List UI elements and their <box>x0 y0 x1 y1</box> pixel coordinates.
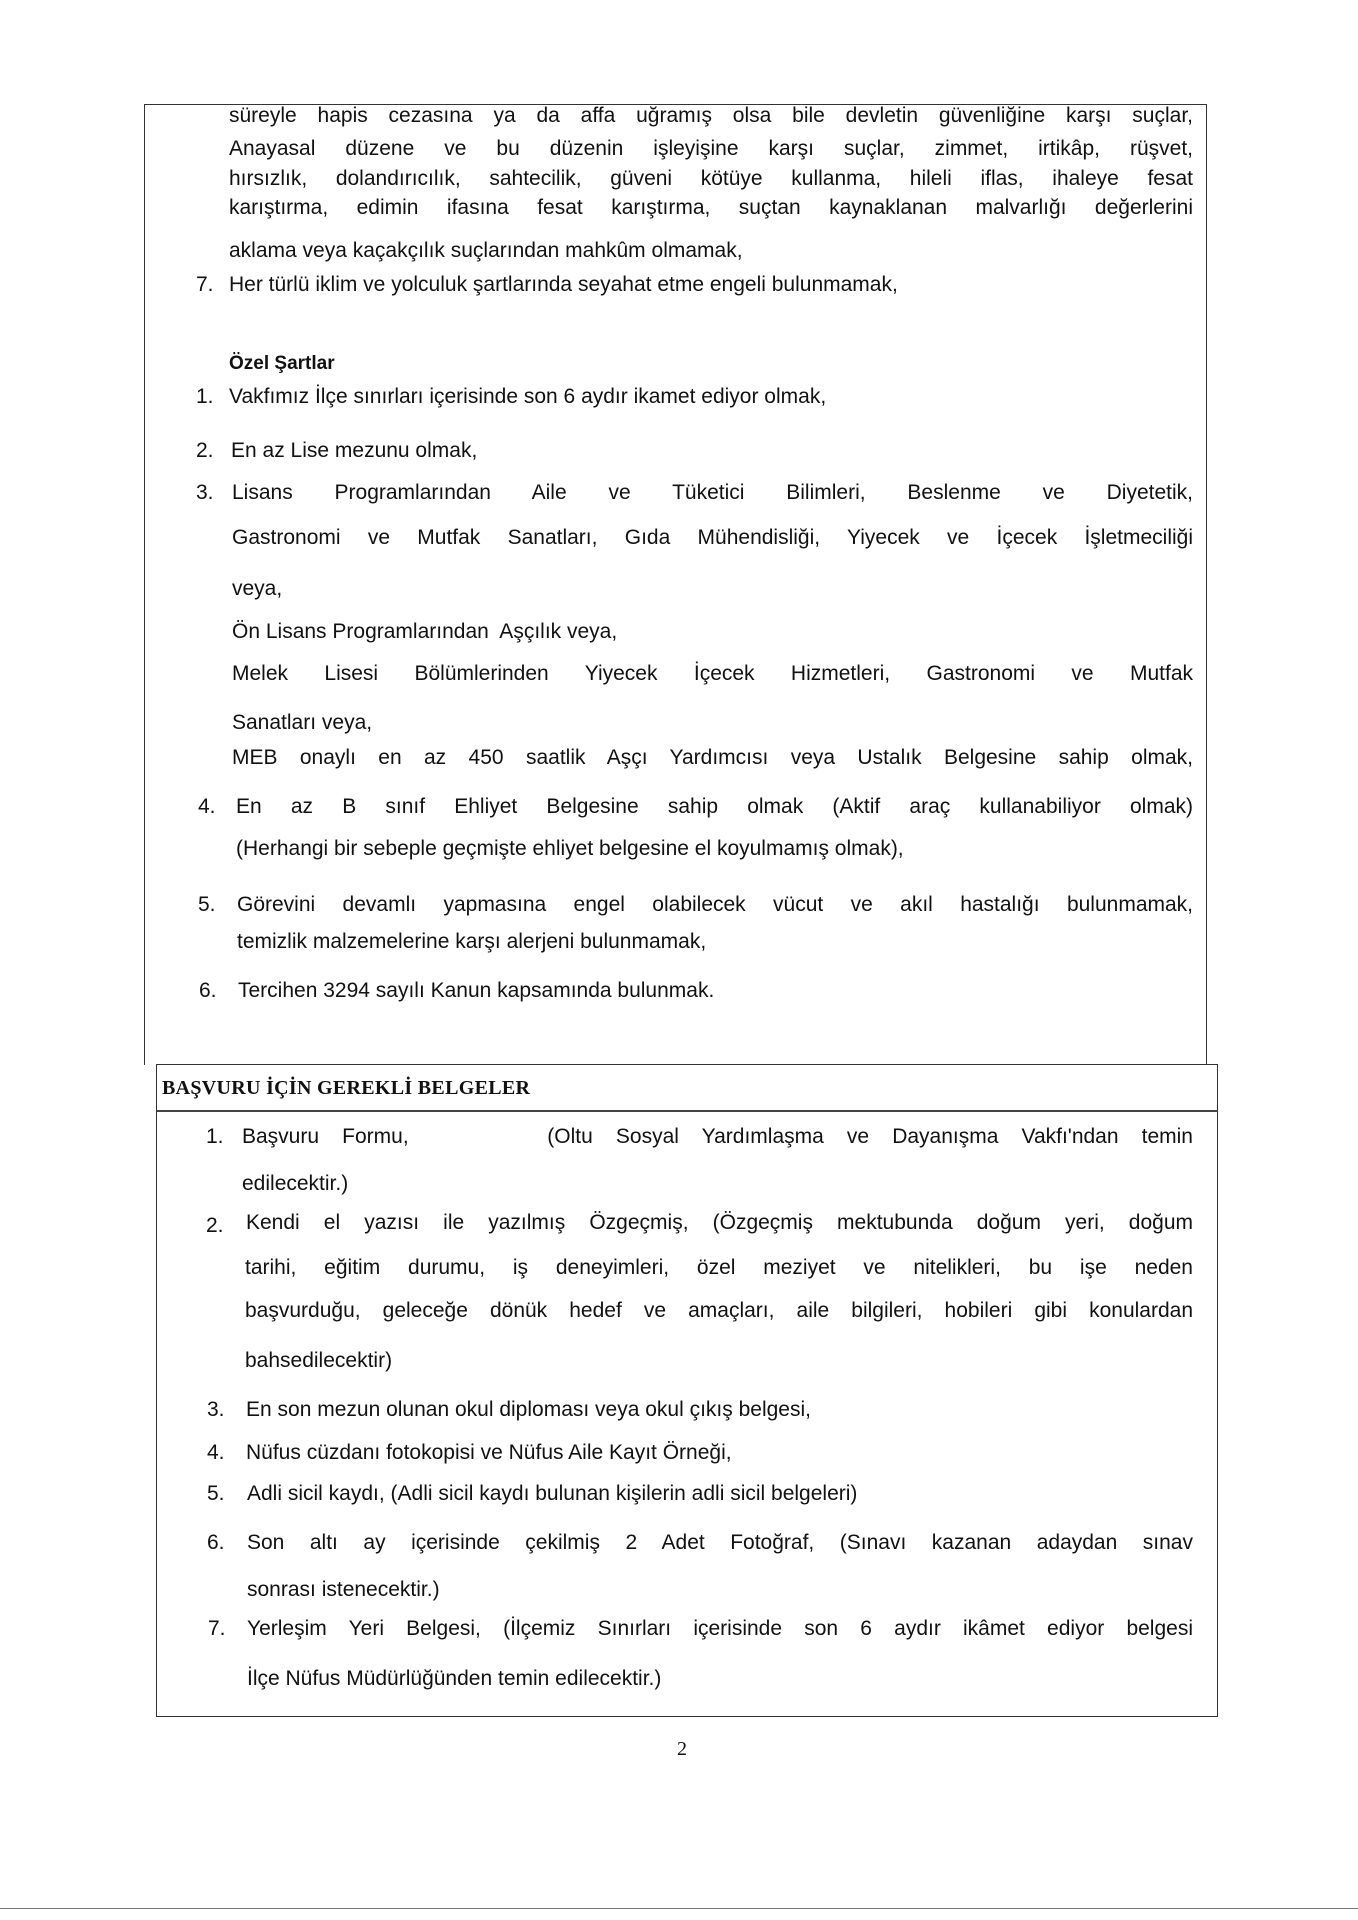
item-number: 7. <box>208 1617 226 1640</box>
text-line: En az Lise mezunu olmak, <box>231 439 478 462</box>
text-line: Görevini devamlı yapmasına engel olabilecek vücut ve akıl hastalığı bulunmamak, <box>237 893 1193 916</box>
page-number: 2 <box>677 1738 687 1760</box>
item-number: 1. <box>196 385 214 408</box>
item-number: 7. <box>196 273 214 296</box>
text-line: Melek Lisesi Bölümlerinden Yiyecek İçecek Hizmetleri, Gastronomi ve Mutfak <box>232 662 1193 685</box>
scan-edge-line <box>0 1908 1358 1909</box>
text-line: bahsedilecektir) <box>245 1349 393 1372</box>
item-number: 4. <box>207 1441 225 1464</box>
text-line: tarihi, eğitim durumu, iş deneyimleri, özel meziyet ve nitelikleri, bu işe neden <box>245 1256 1193 1279</box>
text-line: başvurduğu, geleceğe dönük hedef ve amaçları, aile bilgileri, hobileri gibi konulardan <box>245 1299 1193 1322</box>
text-line: aklama veya kaçakçılık suçlarından mahkûm olmamak, <box>229 239 743 262</box>
item-number: 2. <box>196 439 214 462</box>
text-line: Kendi el yazısı ile yazılmış Özgeçmiş, (Özgeçmiş mektubunda doğum yeri, doğum <box>246 1211 1193 1234</box>
text-line: MEB onaylı en az 450 saatlik Aşçı Yardımcısı veya Ustalık Belgesine sahip olmak, <box>232 746 1193 769</box>
text-line: (Herhangi bir sebeple geçmişte ehliyet belgesine el koyulmamış olmak), <box>236 837 904 860</box>
text-line: Gastronomi ve Mutfak Sanatları, Gıda Mühendisliği, Yiyecek ve İçecek İşletmeciliği <box>232 526 1193 549</box>
text-line: hırsızlık, dolandırıcılık, sahtecilik, güveni kötüye kullanma, hileli iflas, ihaleye fesat <box>229 167 1193 190</box>
item-number: 3. <box>196 481 214 504</box>
header-divider <box>156 1110 1218 1112</box>
text-line: En az B sınıf Ehliyet Belgesine sahip olmak (Aktif araç kullanabiliyor olmak) <box>236 795 1193 818</box>
text-line: Tercihen 3294 sayılı Kanun kapsamında bulunmak. <box>238 979 715 1002</box>
item-number: 6. <box>199 979 217 1002</box>
item-number: 6. <box>207 1531 225 1554</box>
text-line: En son mezun olunan okul diploması veya okul çıkış belgesi, <box>246 1398 811 1421</box>
text-line: veya, <box>232 577 283 600</box>
text-line: Yerleşim Yeri Belgesi, (İlçemiz Sınırları içerisinde son 6 aydır ikâmet ediyor belgesi <box>247 1617 1193 1640</box>
text-line: Anayasal düzene ve bu düzenin işleyişine karşı suçlar, zimmet, irtikâp, rüşvet, <box>229 137 1193 160</box>
text-line: Nüfus cüzdanı fotokopisi ve Nüfus Aile Kayıt Örneği, <box>246 1441 732 1464</box>
item-number: 4. <box>198 795 216 818</box>
item-number: 5. <box>207 1482 225 1505</box>
item-number: 1. <box>206 1125 224 1148</box>
item-number: 2. <box>206 1214 224 1237</box>
text-line: karıştırma, edimin ifasına fesat karıştırma, suçtan kaynaklanan malvarlığı değerlerini <box>229 196 1193 219</box>
text-line: Başvuru Formu, (Oltu Sosyal Yardımlaşma ve Dayanışma Vakfı'ndan temin <box>242 1125 1193 1148</box>
text-line: İlçe Nüfus Müdürlüğünden temin edilecektir.) <box>247 1667 662 1690</box>
item-number: 3. <box>207 1398 225 1421</box>
special-conditions-title: Özel Şartlar <box>229 353 335 374</box>
text-line: Son altı ay içerisinde çekilmiş 2 Adet Fotoğraf, (Sınavı kazanan adaydan sınav <box>247 1531 1193 1554</box>
section-title: BAŞVURU İÇİN GEREKLİ BELGELER <box>162 1077 531 1099</box>
text-line: süreyle hapis cezasına ya da affa uğramış olsa bile devletin güvenliğine karşı suçlar, <box>229 104 1193 127</box>
text-line: Lisans Programlarından Aile ve Tüketici Bilimleri, Beslenme ve Diyetetik, <box>232 481 1193 504</box>
text-line: Sanatları veya, <box>232 711 373 734</box>
text-line: Her türlü iklim ve yolculuk şartlarında seyahat etme engeli bulunmamak, <box>229 273 898 296</box>
text-line: Ön Lisans Programlarından Aşçılık veya, <box>232 620 618 643</box>
item-number: 5. <box>198 893 216 916</box>
text-line: Adli sicil kaydı, (Adli sicil kaydı bulunan kişilerin adli sicil belgeleri) <box>247 1482 858 1505</box>
text-line: edilecektir.) <box>242 1172 349 1195</box>
text-line: sonrası istenecektir.) <box>247 1578 440 1601</box>
text-line: Vakfımız İlçe sınırları içerisinde son 6 aydır ikamet ediyor olmak, <box>229 385 827 408</box>
text-line: temizlik malzemelerine karşı alerjeni bulunmamak, <box>237 930 707 953</box>
